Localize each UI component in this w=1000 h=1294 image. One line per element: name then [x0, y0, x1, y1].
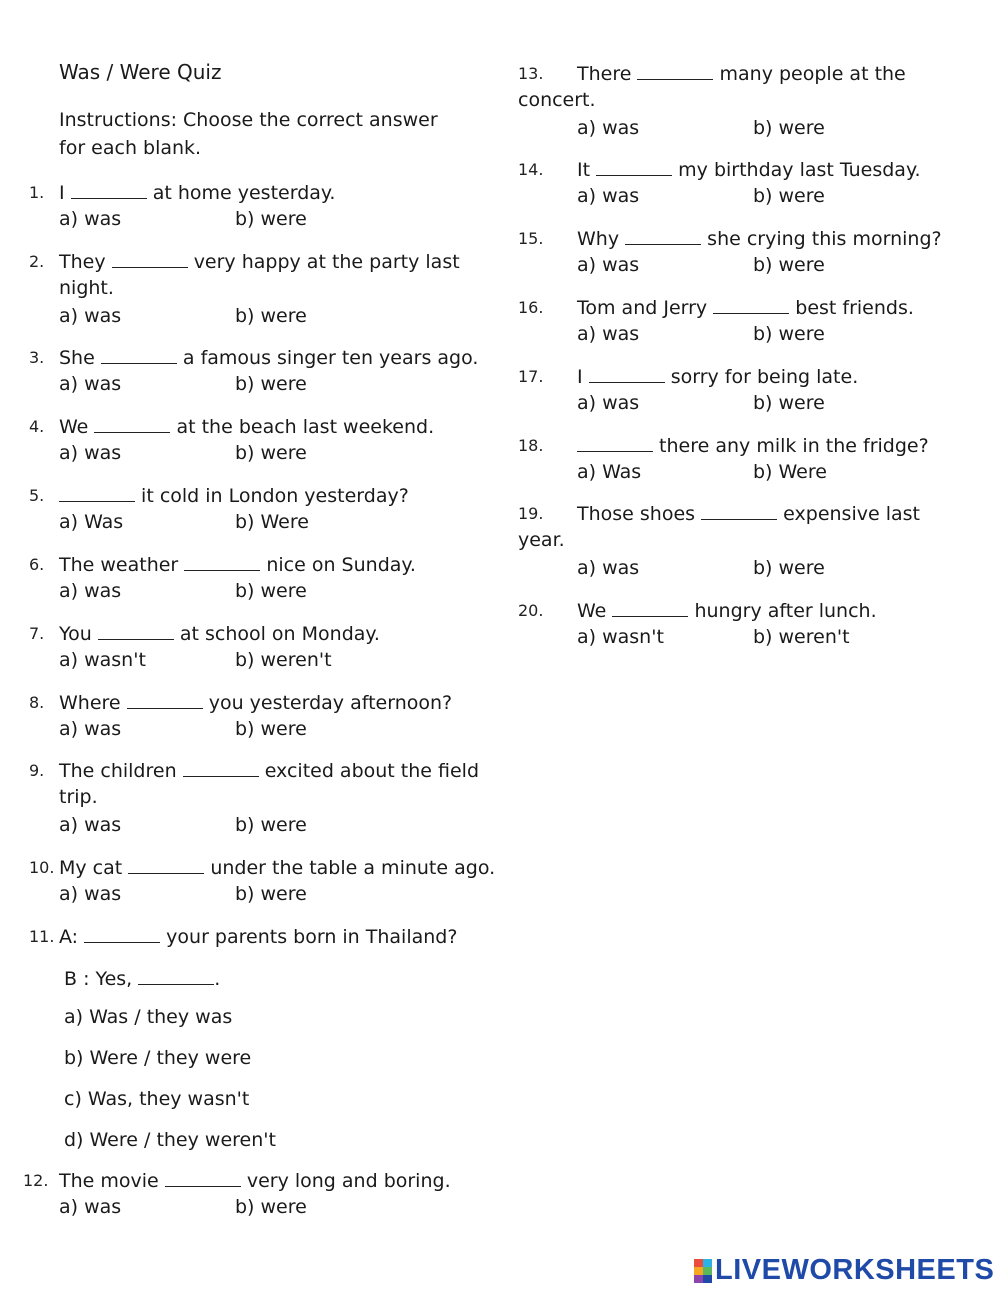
question-number: 4.	[29, 417, 45, 436]
question-text-before: Those shoes	[577, 503, 696, 525]
question-text-before: Tom and Jerry	[577, 297, 708, 319]
answer-blank[interactable]	[183, 758, 259, 777]
answer-option-a[interactable]: a) was	[59, 208, 122, 230]
answer-option-b[interactable]: b) were	[753, 323, 825, 345]
question-number: 9.	[29, 761, 45, 780]
answer-option-b[interactable]: b) were	[235, 580, 307, 602]
question-number: 6.	[29, 555, 45, 574]
question-text-before: The movie	[59, 1170, 159, 1192]
question-number: 19.	[518, 504, 544, 523]
question-stem	[577, 433, 929, 457]
question-text-after: hungry after lunch.	[694, 600, 877, 622]
question-text-before: They	[59, 251, 106, 273]
question-number: 15.	[518, 229, 544, 248]
question-number: 18.	[518, 436, 544, 455]
question-stem	[59, 345, 478, 369]
answer-blank[interactable]	[71, 180, 147, 199]
answer-option-d[interactable]: d) Were / they weren't	[64, 1129, 276, 1151]
question-text-after: your parents born in Thailand?	[166, 926, 458, 948]
instructions-label: Instructions:	[59, 109, 177, 131]
answer-option-b[interactable]: b) were	[235, 814, 307, 836]
question-text-after: nice on Sunday.	[266, 554, 416, 576]
answer-option-b[interactable]: b) were	[235, 442, 307, 464]
logo-grid-icon	[694, 1259, 712, 1283]
answer-blank[interactable]	[138, 966, 214, 985]
question-number: 20.	[518, 601, 544, 620]
answer-blank[interactable]	[165, 1168, 241, 1187]
question-text-before: There	[577, 63, 632, 85]
question-number: 11.	[29, 927, 55, 946]
question-stem	[59, 180, 335, 204]
question-stem	[59, 855, 495, 879]
instructions	[59, 106, 469, 162]
answer-blank[interactable]	[84, 924, 160, 943]
question-stem	[59, 552, 416, 576]
answer-blank[interactable]	[98, 621, 174, 640]
answer-option-b[interactable]: b) were	[235, 208, 307, 230]
answer-blank[interactable]	[713, 295, 789, 314]
answer-option-b[interactable]: b) were	[235, 373, 307, 395]
question-number: 13.	[518, 64, 544, 83]
question-stem	[577, 226, 942, 250]
question-text-before: We	[577, 600, 607, 622]
answer-option-b[interactable]: b) were	[235, 305, 307, 327]
answer-option-b[interactable]: b) were	[753, 254, 825, 276]
question-text-before: I	[59, 182, 65, 204]
answer-blank[interactable]	[701, 501, 777, 520]
question-text-before: We	[59, 416, 89, 438]
answer-option-a[interactable]: a) was	[577, 254, 640, 276]
question-number: 7.	[29, 624, 45, 643]
question-text-after: excited about the field	[264, 760, 480, 782]
question-text-continued: concert.	[518, 89, 596, 111]
answer-option-b[interactable]: b) were	[753, 117, 825, 139]
question-number: 12.	[23, 1171, 49, 1190]
answer-option-b[interactable]: b) were	[753, 557, 825, 579]
answer-option-b[interactable]: b) were	[235, 718, 307, 740]
question-stem	[577, 364, 858, 388]
question-text-after: my birthday last Tuesday.	[678, 159, 921, 181]
answer-option-a[interactable]: a) Was / they was	[64, 1006, 233, 1028]
answer-blank[interactable]	[577, 433, 653, 452]
answer-option-a[interactable]: a) wasn't	[59, 649, 146, 671]
answer-option-a[interactable]: a) was	[59, 580, 122, 602]
answer-blank[interactable]	[127, 690, 203, 709]
answer-option-a[interactable]: a) was	[577, 557, 640, 579]
question-stem	[577, 501, 920, 525]
answer-option-a[interactable]: a) was	[59, 814, 122, 836]
answer-blank[interactable]	[128, 855, 204, 874]
question-text-before: The children	[59, 760, 177, 782]
answer-option-b[interactable]: b) Were	[753, 461, 827, 483]
question-stem	[577, 157, 921, 181]
answer-blank[interactable]	[184, 552, 260, 571]
question-number: 14.	[518, 160, 544, 179]
answer-option-a[interactable]: a) was	[577, 117, 640, 139]
answer-option-a[interactable]: a) Was	[577, 461, 642, 483]
dialogue-response-end: .	[214, 968, 221, 990]
question-text-after: a famous singer ten years ago.	[182, 347, 479, 369]
question-number: 8.	[29, 693, 45, 712]
answer-blank[interactable]	[625, 226, 701, 245]
question-text-after: best friends.	[795, 297, 914, 319]
answer-option-a[interactable]: a) was	[59, 442, 122, 464]
question-text-after: you yesterday afternoon?	[208, 692, 453, 714]
answer-option-a[interactable]: a) was	[577, 392, 640, 414]
answer-option-b[interactable]: b) were	[235, 1196, 307, 1218]
question-number: 17.	[518, 367, 544, 386]
question-text-after: expensive last	[783, 503, 920, 525]
question-text-before: Why	[577, 228, 620, 250]
answer-option-b[interactable]: b) were	[235, 883, 307, 905]
question-stem	[59, 414, 434, 438]
question-stem	[577, 598, 877, 622]
answer-option-a[interactable]: a) Was	[59, 511, 124, 533]
question-text-before: You	[59, 623, 92, 645]
question-text-after: many people at the	[719, 63, 906, 85]
question-text-before: She	[59, 347, 95, 369]
page-title: Was / Were Quiz	[59, 60, 222, 84]
answer-blank[interactable]	[94, 414, 170, 433]
question-stem	[59, 1168, 451, 1192]
question-stem	[59, 924, 457, 948]
question-text-after: sorry for being late.	[670, 366, 859, 388]
instructions-text: Choose the correct answer for each blank.	[59, 109, 438, 159]
question-text-after: at school on Monday.	[179, 623, 380, 645]
question-number: 16.	[518, 298, 544, 317]
question-text-after: at home yesterday.	[152, 182, 336, 204]
question-stem	[59, 483, 409, 507]
answer-option-a[interactable]: a) was	[59, 373, 122, 395]
answer-option-a[interactable]: a) was	[59, 883, 122, 905]
answer-option-b[interactable]: b) were	[753, 185, 825, 207]
answer-blank[interactable]	[59, 483, 135, 502]
answer-option-c[interactable]: c) Was, they wasn't	[64, 1088, 250, 1110]
question-text-after: very long and boring.	[246, 1170, 451, 1192]
question-text-continued: year.	[518, 529, 565, 551]
answer-option-b[interactable]: b) Were	[235, 511, 309, 533]
question-text-after: she crying this morning?	[707, 228, 942, 250]
answer-blank[interactable]	[589, 364, 665, 383]
question-number: 2.	[29, 252, 45, 271]
question-text-continued: night.	[59, 277, 114, 299]
question-stem	[59, 690, 452, 714]
question-text-after: there any milk in the fridge?	[659, 435, 929, 457]
question-text-continued: trip.	[59, 786, 98, 808]
answer-blank[interactable]	[112, 249, 188, 268]
question-text-after: under the table a minute ago.	[210, 857, 496, 879]
question-stem	[59, 621, 380, 645]
dialogue-response	[64, 966, 220, 990]
question-stem	[59, 249, 460, 273]
question-number: 5.	[29, 486, 45, 505]
answer-option-b[interactable]: b) weren't	[235, 649, 332, 671]
answer-blank[interactable]	[637, 61, 713, 80]
answer-option-a[interactable]: a) wasn't	[577, 626, 664, 648]
question-stem	[577, 61, 906, 85]
answer-blank[interactable]	[596, 157, 672, 176]
answer-option-b[interactable]: b) were	[753, 392, 825, 414]
answer-option-a[interactable]: a) was	[577, 185, 640, 207]
answer-option-a[interactable]: a) was	[59, 718, 122, 740]
answer-blank[interactable]	[612, 598, 688, 617]
answer-option-a[interactable]: a) was	[59, 305, 122, 327]
question-text-after: at the beach last weekend.	[176, 416, 435, 438]
answer-blank[interactable]	[101, 345, 177, 364]
question-number: 1.	[29, 183, 45, 202]
question-stem	[59, 758, 479, 782]
question-text-before: The weather	[59, 554, 179, 576]
answer-option-b[interactable]: b) weren't	[753, 626, 850, 648]
question-text-before: A:	[59, 926, 79, 948]
question-text-before: Where	[59, 692, 121, 714]
question-number: 3.	[29, 348, 45, 367]
question-number: 10.	[29, 858, 55, 877]
dialogue-response-text: B : Yes,	[64, 968, 133, 990]
question-stem	[577, 295, 914, 319]
answer-option-a[interactable]: a) was	[577, 323, 640, 345]
question-text-before: My cat	[59, 857, 123, 879]
logo-text: LIVEWORKSHEETS	[715, 1254, 995, 1286]
question-text-after: it cold in London yesterday?	[141, 485, 409, 507]
question-text-before: I	[577, 366, 583, 388]
question-text-after: very happy at the party last	[193, 251, 460, 273]
answer-option-b[interactable]: b) Were / they were	[64, 1047, 252, 1069]
liveworksheets-logo	[694, 1254, 994, 1287]
answer-option-a[interactable]: a) was	[59, 1196, 122, 1218]
question-text-before: It	[577, 159, 591, 181]
